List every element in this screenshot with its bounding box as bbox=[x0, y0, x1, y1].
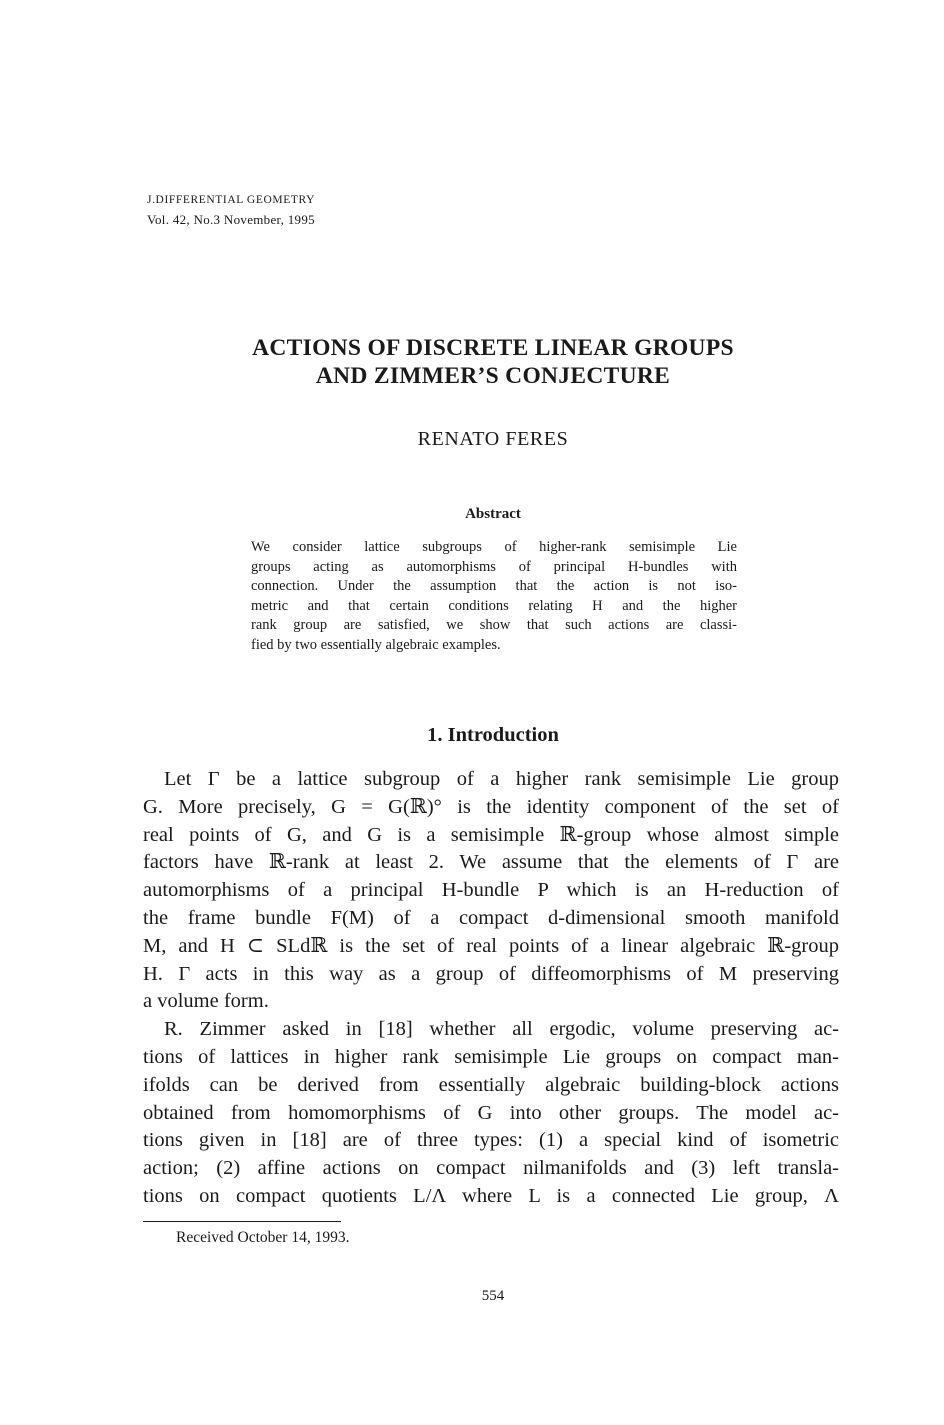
abstract-line: groups acting as automorphisms of principal H-bundles with bbox=[251, 558, 737, 575]
paragraph-1-line: H. Γ acts in this way as a group of diffeomorphisms of M preserving bbox=[143, 962, 839, 985]
paragraph-1-line: a volume form. bbox=[143, 990, 269, 1013]
title-line-1: ACTIONS OF DISCRETE LINEAR GROUPS bbox=[252, 335, 734, 361]
abstract-line: metric and that certain conditions relating H and the higher bbox=[251, 597, 737, 614]
paragraph-2-line: tions given in [18] are of three types: (1) a special kind of isometric bbox=[143, 1129, 839, 1152]
journal-issue: Vol. 42, No.3 November, 1995 bbox=[147, 212, 315, 227]
abstract-line: fied by two essentially algebraic examples. bbox=[251, 636, 501, 653]
author-name: RENATO FERES bbox=[417, 428, 569, 450]
paragraph-1-line: automorphisms of a principal H-bundle P which is an H-reduction of bbox=[143, 879, 839, 902]
footnote-divider bbox=[143, 1221, 341, 1222]
paragraph-2-line: tions on compact quotients L/Λ where L is a connected Lie group, Λ bbox=[143, 1184, 839, 1207]
paragraph-1-line: Let Γ be a lattice subgroup of a higher rank semisimple Lie group bbox=[164, 768, 839, 790]
paragraph-1-line: G. More precisely, G = G(ℝ)° is the identity component of the set of bbox=[143, 795, 839, 818]
paragraph-2-line: R. Zimmer asked in [18] whether all ergodic, volume preserving ac- bbox=[164, 1018, 839, 1041]
abstract-heading: Abstract bbox=[465, 506, 521, 522]
paragraph-2-line: ifolds can be derived from essentially algebraic building-block actions bbox=[143, 1073, 839, 1096]
paragraph-2-line: action; (2) affine actions on compact nilmanifolds and (3) left transla- bbox=[143, 1157, 839, 1180]
paragraph-2-line: tions of lattices in higher rank semisimple Lie groups on compact man- bbox=[143, 1045, 839, 1068]
paragraph-2-line: obtained from homomorphisms of G into other groups. The model ac- bbox=[143, 1101, 839, 1124]
abstract-line: connection. Under the assumption that the action is not iso- bbox=[251, 578, 737, 595]
journal-name: J.DIFFERENTIAL GEOMETRY bbox=[147, 194, 315, 206]
abstract-line: rank group are satisfied, we show that such actions are classi- bbox=[251, 617, 737, 634]
title-line-2: AND ZIMMER’S CONJECTURE bbox=[315, 363, 671, 389]
paragraph-1-line: real points of G, and G is a semisimple ℝ-group whose almost simple bbox=[143, 823, 839, 846]
paragraph-1-line: factors have ℝ-rank at least 2. We assume that the elements of Γ are bbox=[143, 851, 839, 874]
paragraph-1-line: M, and H ⊂ SLdℝ is the set of real points of a linear algebraic ℝ-group bbox=[143, 934, 839, 957]
abstract-body bbox=[251, 538, 737, 656]
paper-title bbox=[130, 334, 856, 390]
page-number: 554 bbox=[481, 1288, 505, 1304]
paragraph-1-line: the frame bundle F(M) of a compact d-dimensional smooth manifold bbox=[143, 906, 839, 929]
journal-header bbox=[147, 191, 315, 229]
body-text bbox=[143, 766, 839, 1211]
section-heading: 1. Introduction bbox=[427, 724, 559, 746]
footnote-received: Received October 14, 1993. bbox=[176, 1229, 350, 1246]
abstract-line: We consider lattice subgroups of higher-rank semisimple Lie bbox=[251, 539, 737, 555]
